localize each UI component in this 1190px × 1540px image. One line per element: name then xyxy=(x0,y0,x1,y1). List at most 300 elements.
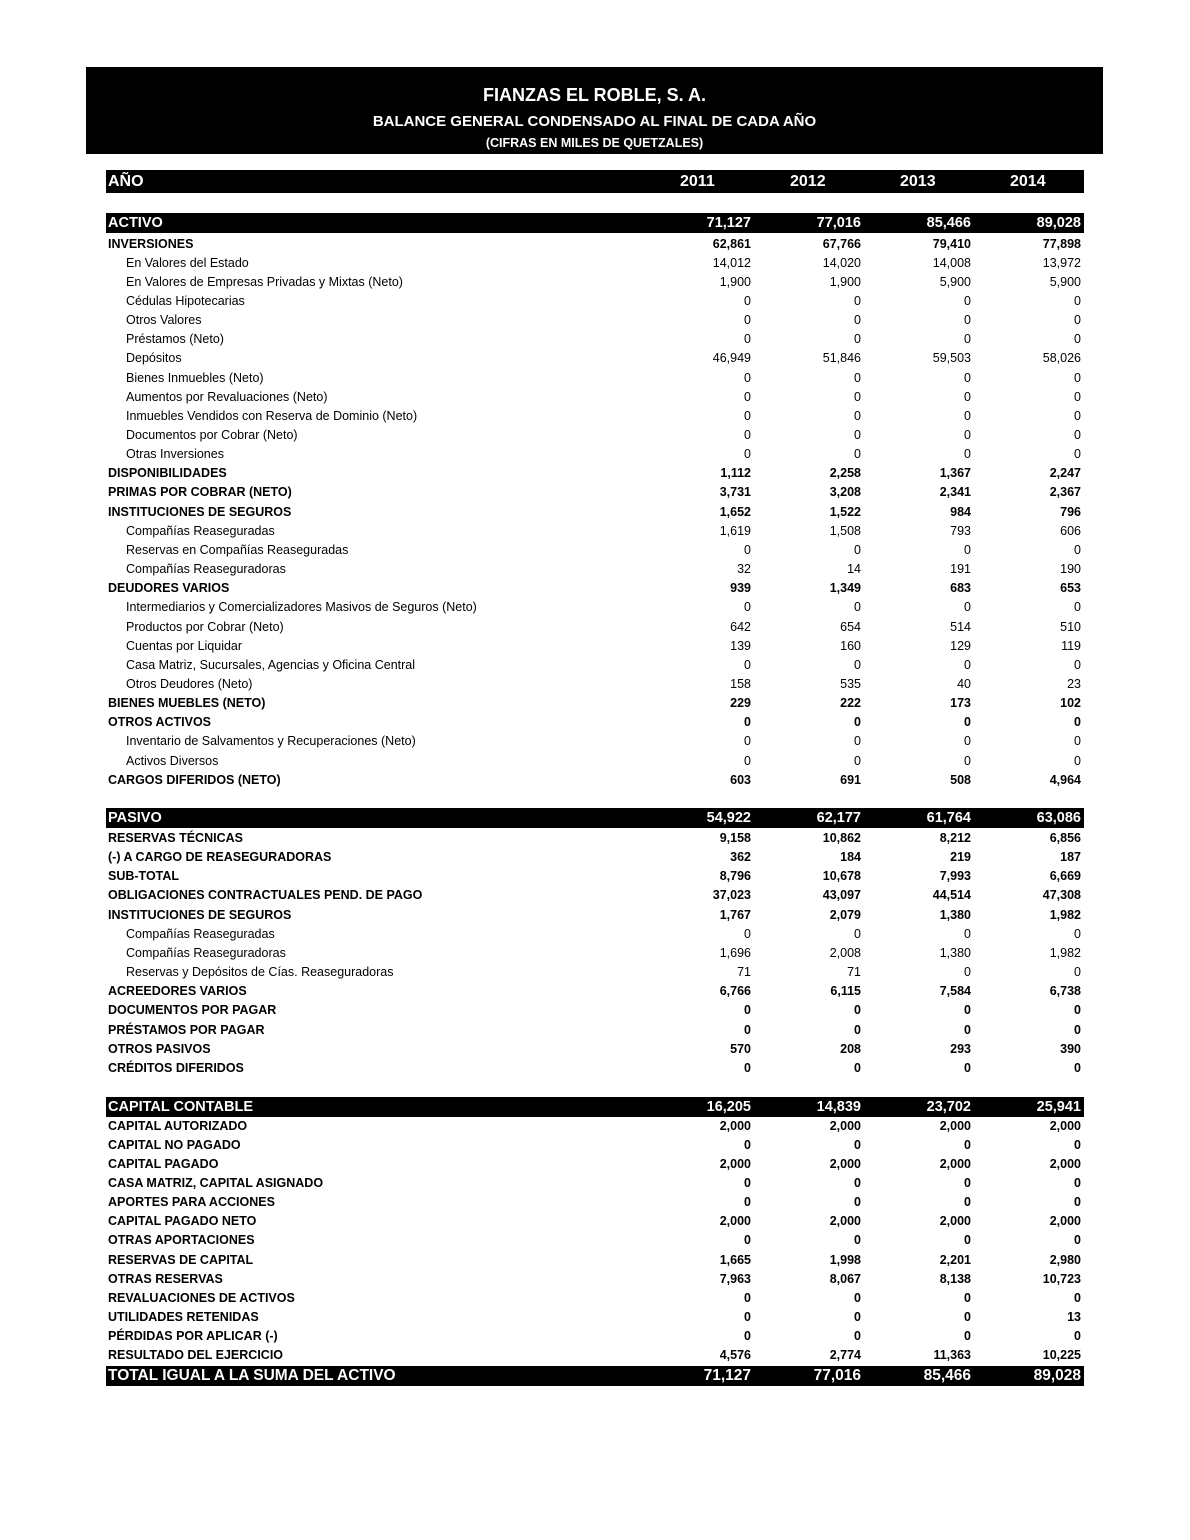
row-value: 2,000 xyxy=(939,1156,971,1171)
row-value: 187 xyxy=(1060,850,1081,865)
row-value: 229 xyxy=(730,696,751,711)
row-label: PRÉSTAMOS POR PAGAR xyxy=(108,1022,265,1037)
row-value: 0 xyxy=(854,657,861,672)
row-label: Préstamos (Neto) xyxy=(126,332,224,347)
table-row xyxy=(106,311,1084,330)
row-value: 85,466 xyxy=(926,215,971,231)
row-label: SUB-TOTAL xyxy=(108,869,180,884)
row-value: 0 xyxy=(964,293,971,308)
row-value: 9,158 xyxy=(719,831,751,845)
row-value: 2,000 xyxy=(719,1214,751,1229)
row-value: 44,514 xyxy=(932,888,971,903)
table-row xyxy=(106,1155,1084,1174)
row-value: 58,026 xyxy=(1042,351,1081,366)
row-label: Compañías Reaseguradoras xyxy=(126,562,286,577)
row-value: 0 xyxy=(744,313,751,328)
table-row xyxy=(106,694,1084,713)
row-label: CAPITAL CONTABLE xyxy=(108,1099,253,1115)
row-value: 32 xyxy=(737,562,751,577)
row-value: 0 xyxy=(854,715,861,730)
row-label: Compañías Reaseguradoras xyxy=(126,945,286,960)
table-row xyxy=(106,560,1084,579)
year-2014: 2014 xyxy=(1010,173,1046,190)
row-value: 0 xyxy=(854,1060,861,1075)
row-label: Depósitos xyxy=(126,351,182,366)
row-value: 5,900 xyxy=(939,274,971,289)
table-row xyxy=(106,1327,1084,1346)
table-row xyxy=(106,1193,1084,1212)
table-row xyxy=(106,292,1084,311)
row-value: 1,900 xyxy=(829,274,861,289)
row-value: 6,115 xyxy=(830,984,861,999)
table-row xyxy=(106,675,1084,694)
row-value: 0 xyxy=(1074,734,1081,749)
row-value: 0 xyxy=(964,657,971,672)
row-label: Inmuebles Vendidos con Reserva de Dominio (Neto) xyxy=(126,408,418,423)
row-value: 0 xyxy=(964,715,971,730)
table-row xyxy=(106,886,1084,905)
row-value: 603 xyxy=(730,772,751,787)
row-value: 0 xyxy=(964,1290,971,1305)
row-value: 2,000 xyxy=(1049,1156,1081,1171)
row-label: PÉRDIDAS POR APLICAR (-) xyxy=(108,1329,278,1344)
row-label: INSTITUCIONES DE SEGUROS xyxy=(108,907,292,922)
row-label: UTILIDADES RETENIDAS xyxy=(108,1310,259,1324)
row-value: 508 xyxy=(950,772,971,787)
row-value: 1,380 xyxy=(939,945,971,960)
row-value: 219 xyxy=(950,850,971,865)
row-label: CRÉDITOS DIFERIDOS xyxy=(108,1060,244,1075)
row-value: 2,258 xyxy=(829,466,861,481)
row-value: 71,127 xyxy=(703,1367,751,1384)
row-label: Activos Diversos xyxy=(126,753,219,768)
row-value: 0 xyxy=(1074,389,1081,404)
row-value: 2,000 xyxy=(719,1118,751,1133)
table-row xyxy=(106,1231,1084,1250)
row-value: 0 xyxy=(1074,1003,1081,1018)
table-row xyxy=(106,349,1084,368)
row-label: CARGOS DIFERIDOS (NETO) xyxy=(108,772,281,787)
row-value: 2,000 xyxy=(719,1156,751,1171)
row-value: 0 xyxy=(854,926,861,941)
row-label: Bienes Inmuebles (Neto) xyxy=(126,370,264,385)
row-value: 0 xyxy=(744,1137,751,1152)
table-row xyxy=(106,503,1084,522)
year-2011: 2011 xyxy=(680,173,715,190)
row-value: 54,922 xyxy=(706,810,751,826)
row-value: 0 xyxy=(1074,332,1081,347)
row-value: 8,138 xyxy=(939,1271,971,1286)
row-value: 43,097 xyxy=(822,888,861,903)
row-value: 0 xyxy=(854,1137,861,1152)
row-value: 10,862 xyxy=(822,831,861,845)
row-value: 0 xyxy=(744,715,751,730)
row-value: 119 xyxy=(1061,638,1081,653)
row-value: 13,972 xyxy=(1042,255,1081,270)
row-value: 0 xyxy=(1074,753,1081,768)
row-value: 390 xyxy=(1060,1041,1081,1056)
row-label: Productos por Cobrar (Neto) xyxy=(126,619,284,634)
row-value: 0 xyxy=(744,600,751,615)
row-value: 510 xyxy=(1060,619,1081,634)
table-row xyxy=(106,1040,1084,1059)
row-value: 0 xyxy=(854,293,861,308)
row-value: 535 xyxy=(840,676,861,691)
row-value: 0 xyxy=(854,1329,861,1344)
year-header-row xyxy=(106,170,1084,193)
row-value: 0 xyxy=(744,657,751,672)
row-label: Aumentos por Revaluaciones (Neto) xyxy=(126,389,328,404)
row-label: OTROS PASIVOS xyxy=(108,1041,211,1056)
row-value: 0 xyxy=(744,1195,751,1210)
row-value: 2,079 xyxy=(829,907,861,922)
row-value: 2,000 xyxy=(939,1214,971,1229)
row-value: 796 xyxy=(1060,504,1081,519)
row-value: 2,000 xyxy=(1049,1214,1081,1229)
row-value: 8,212 xyxy=(939,831,971,845)
row-value: 653 xyxy=(1060,581,1081,596)
row-value: 14,839 xyxy=(816,1099,861,1115)
row-value: 63,086 xyxy=(1036,810,1081,826)
row-value: 3,731 xyxy=(719,485,751,500)
row-value: 1,619 xyxy=(719,523,751,538)
row-label: Otros Deudores (Neto) xyxy=(126,676,253,691)
table-row xyxy=(106,1001,1084,1020)
row-label: Inventario de Salvamentos y Recuperaciones (Neto) xyxy=(126,734,416,749)
row-value: 0 xyxy=(744,1310,751,1324)
row-value: 0 xyxy=(854,1290,861,1305)
table-row xyxy=(106,1136,1084,1155)
row-value: 6,669 xyxy=(1049,869,1081,884)
row-value: 2,774 xyxy=(829,1348,861,1363)
row-value: 0 xyxy=(744,734,751,749)
table-row xyxy=(106,1251,1084,1270)
row-value: 0 xyxy=(854,1003,861,1018)
row-value: 691 xyxy=(840,772,861,787)
row-value: 0 xyxy=(964,1003,971,1018)
row-label: Otros Valores xyxy=(126,313,202,328)
row-value: 0 xyxy=(744,1175,751,1190)
row-value: 10,678 xyxy=(822,869,861,884)
row-value: 0 xyxy=(744,542,751,557)
row-value: 0 xyxy=(964,408,971,423)
row-value: 0 xyxy=(1074,1290,1081,1305)
row-value: 7,993 xyxy=(939,869,971,884)
row-value: 0 xyxy=(744,1003,751,1018)
row-value: 683 xyxy=(950,581,971,596)
row-value: 0 xyxy=(964,734,971,749)
row-value: 2,980 xyxy=(1049,1252,1081,1267)
row-value: 62,861 xyxy=(712,236,751,251)
table-row xyxy=(106,407,1084,426)
row-label: BIENES MUEBLES (NETO) xyxy=(108,696,266,711)
row-value: 1,349 xyxy=(829,581,861,596)
row-label: Cédulas Hipotecarias xyxy=(126,293,245,308)
row-label: Reservas en Compañías Reaseguradas xyxy=(126,542,349,557)
row-value: 984 xyxy=(950,504,971,519)
row-label: RESULTADO DEL EJERCICIO xyxy=(108,1348,284,1363)
row-value: 158 xyxy=(730,676,751,691)
row-label: PASIVO xyxy=(108,810,162,826)
row-value: 8,067 xyxy=(829,1271,861,1286)
row-label: En Valores de Empresas Privadas y Mixtas (Neto) xyxy=(126,274,403,289)
row-value: 0 xyxy=(1074,1175,1081,1190)
row-value: 0 xyxy=(854,313,861,328)
row-value: 654 xyxy=(840,619,861,634)
row-value: 362 xyxy=(730,850,751,865)
year-label: AÑO xyxy=(108,173,144,190)
row-value: 0 xyxy=(1074,1022,1081,1037)
table-row xyxy=(106,598,1084,617)
row-value: 23,702 xyxy=(926,1099,971,1115)
table-row xyxy=(106,522,1084,541)
row-label: CAPITAL PAGADO xyxy=(108,1156,219,1171)
row-value: 102 xyxy=(1060,696,1081,711)
row-value: 0 xyxy=(964,965,971,980)
row-value: 0 xyxy=(744,408,751,423)
row-label: Compañías Reaseguradas xyxy=(126,523,275,538)
row-value: 0 xyxy=(854,332,861,347)
row-label: Intermediarios y Comercializadores Masivos de Seguros (Neto) xyxy=(126,600,477,615)
table-row xyxy=(106,982,1084,1001)
row-label: OTROS ACTIVOS xyxy=(108,715,212,730)
row-value: 2,000 xyxy=(829,1156,861,1171)
row-value: 0 xyxy=(1074,313,1081,328)
row-value: 0 xyxy=(744,332,751,347)
table-row xyxy=(106,1174,1084,1193)
row-label: REVALUACIONES DE ACTIVOS xyxy=(108,1290,295,1305)
row-value: 89,028 xyxy=(1033,1367,1081,1384)
row-value: 4,964 xyxy=(1049,772,1081,787)
report-units: (CIFRAS EN MILES DE QUETZALES) xyxy=(485,136,704,150)
row-value: 0 xyxy=(854,428,861,442)
row-label: OBLIGACIONES CONTRACTUALES PEND. DE PAGO xyxy=(108,888,423,903)
row-label: Otras Inversiones xyxy=(126,447,224,462)
row-value: 1,900 xyxy=(719,274,751,289)
row-value: 0 xyxy=(744,753,751,768)
row-value: 0 xyxy=(1074,600,1081,615)
row-label: CAPITAL NO PAGADO xyxy=(108,1137,241,1152)
row-label: CASA MATRIZ, CAPITAL ASIGNADO xyxy=(108,1175,324,1190)
row-value: 0 xyxy=(964,1022,971,1037)
row-value: 0 xyxy=(1074,428,1081,442)
table-row xyxy=(106,713,1084,732)
row-value: 0 xyxy=(964,926,971,941)
row-label: APORTES PARA ACCIONES xyxy=(108,1195,275,1210)
row-value: 0 xyxy=(964,1195,971,1210)
row-value: 0 xyxy=(964,370,971,385)
row-value: 0 xyxy=(1074,715,1081,730)
row-value: 0 xyxy=(964,1233,971,1248)
company-name: FIANZAS EL ROBLE, S. A. xyxy=(482,85,706,105)
row-value: 0 xyxy=(1074,1233,1081,1248)
row-label: (-) A CARGO DE REASEGURADORAS xyxy=(108,850,332,865)
table-row xyxy=(106,1308,1084,1327)
table-row xyxy=(106,1059,1084,1078)
table-row xyxy=(106,273,1084,292)
row-value: 85,466 xyxy=(923,1367,971,1384)
row-value: 0 xyxy=(854,408,861,423)
row-value: 47,308 xyxy=(1042,888,1081,903)
row-label: Reservas y Depósitos de Cías. Reaseguradoras xyxy=(126,965,394,980)
row-value: 0 xyxy=(1074,1060,1081,1075)
table-row xyxy=(106,464,1084,483)
row-value: 0 xyxy=(744,447,751,462)
row-value: 0 xyxy=(964,1329,971,1344)
row-value: 0 xyxy=(854,1195,861,1210)
table-row xyxy=(106,1021,1084,1040)
row-label: ACTIVO xyxy=(108,215,163,231)
row-value: 0 xyxy=(1074,1195,1081,1210)
row-value: 0 xyxy=(964,1137,971,1152)
table-row xyxy=(106,925,1084,944)
row-label: Cuentas por Liquidar xyxy=(126,638,243,653)
row-value: 11,363 xyxy=(933,1348,971,1363)
row-value: 7,963 xyxy=(719,1271,751,1286)
row-label: Compañías Reaseguradas xyxy=(126,926,275,941)
row-value: 40 xyxy=(957,676,971,691)
table-row xyxy=(106,656,1084,675)
row-value: 59,503 xyxy=(932,351,971,366)
table-row xyxy=(106,829,1084,848)
row-value: 77,016 xyxy=(813,1367,861,1384)
table-row xyxy=(106,752,1084,771)
row-value: 173 xyxy=(950,696,971,711)
row-value: 25,941 xyxy=(1036,1099,1081,1115)
row-value: 0 xyxy=(964,332,971,347)
row-value: 71 xyxy=(737,965,751,980)
row-value: 0 xyxy=(964,389,971,404)
table-row xyxy=(106,906,1084,925)
grand-total-row xyxy=(106,1366,1084,1386)
table-row xyxy=(106,579,1084,598)
row-value: 139 xyxy=(730,638,751,653)
table-row xyxy=(106,254,1084,273)
row-value: 606 xyxy=(1060,523,1081,538)
row-value: 2,000 xyxy=(829,1118,861,1133)
row-value: 793 xyxy=(950,523,971,538)
row-value: 642 xyxy=(730,619,751,634)
row-value: 0 xyxy=(854,370,861,385)
row-value: 14,012 xyxy=(712,255,751,270)
row-value: 5,900 xyxy=(1049,274,1081,289)
row-label: PRIMAS POR COBRAR (NETO) xyxy=(108,485,292,500)
row-value: 89,028 xyxy=(1036,215,1081,231)
row-value: 0 xyxy=(964,1175,971,1190)
row-value: 1,982 xyxy=(1049,945,1081,960)
row-value: 0 xyxy=(854,1310,861,1324)
row-value: 0 xyxy=(964,313,971,328)
row-label: RESERVAS DE CAPITAL xyxy=(108,1252,254,1267)
row-value: 16,205 xyxy=(706,1099,751,1115)
row-label: DISPONIBILIDADES xyxy=(108,466,227,481)
row-value: 1,367 xyxy=(939,466,971,481)
row-value: 46,949 xyxy=(712,351,751,366)
table-row xyxy=(106,1289,1084,1308)
row-label: CAPITAL PAGADO NETO xyxy=(108,1214,257,1229)
row-value: 0 xyxy=(744,1290,751,1305)
row-value: 0 xyxy=(744,428,751,442)
row-value: 0 xyxy=(1074,1329,1081,1344)
row-value: 0 xyxy=(964,428,971,442)
row-value: 1,508 xyxy=(829,523,861,538)
row-value: 1,652 xyxy=(719,504,751,519)
row-value: 23 xyxy=(1067,676,1081,691)
row-value: 0 xyxy=(854,1022,861,1037)
report-title: BALANCE GENERAL CONDENSADO AL FINAL DE CADA AÑO xyxy=(372,113,817,130)
row-value: 514 xyxy=(950,619,971,634)
table-row xyxy=(106,867,1084,886)
row-value: 37,023 xyxy=(712,888,751,903)
section-header-pasivo xyxy=(106,808,1084,828)
row-value: 79,410 xyxy=(932,236,971,251)
table-row xyxy=(106,944,1084,963)
row-value: 3,208 xyxy=(829,485,861,500)
table-row xyxy=(106,1346,1084,1365)
row-value: 1,767 xyxy=(719,907,751,922)
row-value: 4,576 xyxy=(719,1348,751,1363)
table-row xyxy=(106,848,1084,867)
row-value: 10,723 xyxy=(1042,1271,1081,1286)
row-value: 1,665 xyxy=(719,1252,751,1267)
row-value: 0 xyxy=(744,293,751,308)
table-row xyxy=(106,330,1084,349)
row-value: 14,008 xyxy=(932,255,971,270)
row-value: 0 xyxy=(964,1310,971,1324)
row-value: 71,127 xyxy=(706,215,751,231)
row-value: 1,998 xyxy=(829,1252,861,1267)
row-value: 570 xyxy=(730,1041,751,1056)
row-value: 2,201 xyxy=(939,1252,971,1267)
row-value: 1,696 xyxy=(719,945,751,960)
row-value: 2,367 xyxy=(1049,485,1081,500)
row-label: INVERSIONES xyxy=(108,236,194,251)
row-value: 222 xyxy=(840,696,861,711)
row-value: 0 xyxy=(1074,657,1081,672)
row-value: 2,000 xyxy=(829,1214,861,1229)
row-value: 14 xyxy=(847,562,861,577)
year-2012: 2012 xyxy=(790,173,826,190)
row-value: 0 xyxy=(744,926,751,941)
row-value: 0 xyxy=(1074,447,1081,462)
row-value: 77,898 xyxy=(1042,236,1081,251)
year-2013: 2013 xyxy=(900,173,936,190)
row-value: 160 xyxy=(840,638,861,653)
row-value: 184 xyxy=(840,850,861,865)
row-value: 61,764 xyxy=(926,810,971,826)
row-label: TOTAL IGUAL A LA SUMA DEL ACTIVO xyxy=(108,1367,396,1384)
table-row xyxy=(106,618,1084,637)
row-value: 0 xyxy=(964,600,971,615)
row-value: 2,000 xyxy=(939,1118,971,1133)
table-row xyxy=(106,235,1084,254)
row-value: 0 xyxy=(964,447,971,462)
section-header-capital xyxy=(106,1097,1084,1117)
row-value: 77,016 xyxy=(816,215,861,231)
table-row xyxy=(106,445,1084,464)
row-value: 6,856 xyxy=(1049,831,1081,845)
table-row xyxy=(106,637,1084,656)
row-value: 0 xyxy=(854,542,861,557)
row-value: 2,000 xyxy=(1049,1118,1081,1133)
row-value: 0 xyxy=(744,1060,751,1075)
row-value: 8,796 xyxy=(719,869,751,884)
row-value: 0 xyxy=(744,389,751,404)
row-label: RESERVAS TÉCNICAS xyxy=(108,831,243,845)
row-value: 1,380 xyxy=(939,907,971,922)
table-row xyxy=(106,1212,1084,1231)
table-row xyxy=(106,732,1084,751)
